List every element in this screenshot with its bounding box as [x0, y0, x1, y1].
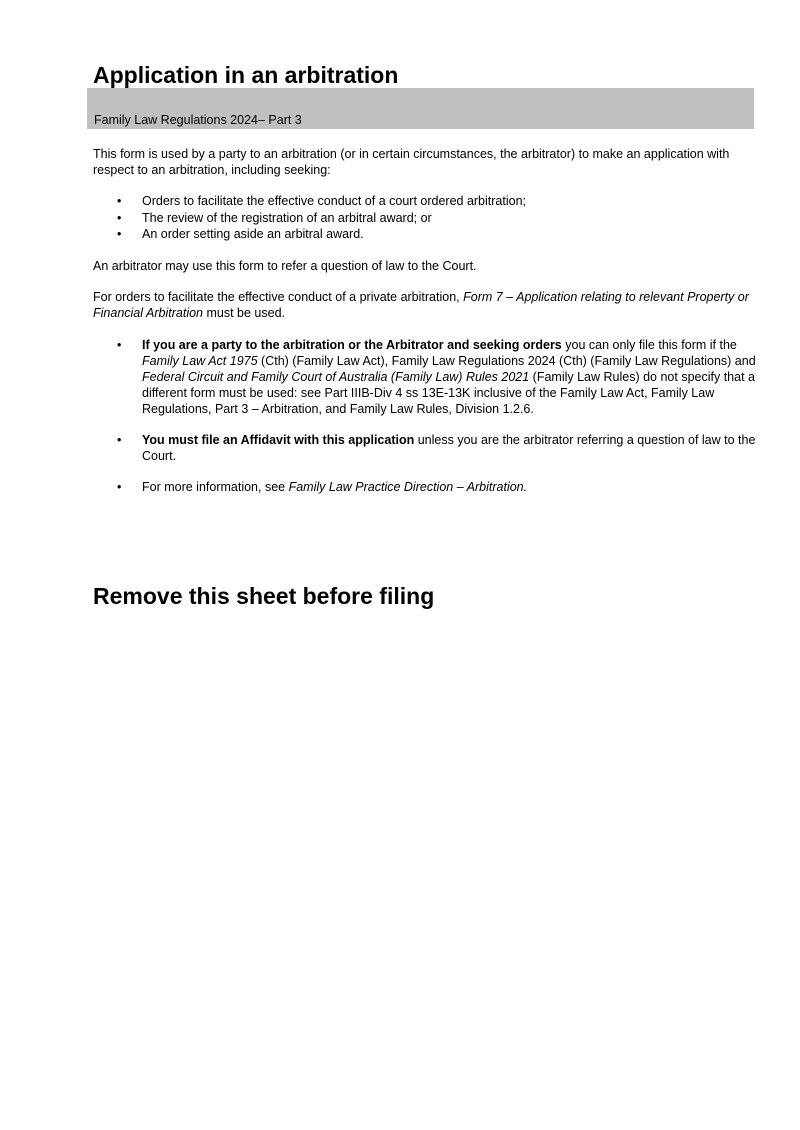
practice-direction-reference: Family Law Practice Direction – Arbitration. [288, 480, 528, 494]
remove-sheet-heading: Remove this sheet before filing [93, 583, 435, 609]
list-item [93, 226, 758, 243]
list-item [93, 432, 758, 464]
more-information-text [142, 480, 527, 494]
private-arbitration-note [93, 289, 758, 321]
party-eligibility-bold: If you are a party to the arbitration or the Arbitrator and seeking orders [142, 338, 562, 352]
family-law-rules-title: Federal Circuit and Family Court of Australia (Family Law) Rules 2021 [142, 370, 530, 384]
affidavit-requirement-tail: unless you are the arbitrator referring a question of law to the Court. [142, 433, 756, 463]
family-law-act-title: Family Law Act 1975 [142, 354, 258, 368]
bullet-icon: • [117, 194, 122, 208]
party-eligibility-part: (Family Law Rules) do not specify that a different form must be used: see Part IIIB-Div 4 ss 13E-13K inclusive of the Family Law Act, Family Law Regulations, Part 3 – Arbitration, and Family Law Rules, Division 1.2.6. [142, 370, 755, 416]
party-eligibility-part: (Cth) (Family Law Act), Family Law Regulations 2024 (Cth) (Family Law Regulations) and [257, 354, 756, 368]
list-item-text: An order setting aside an arbitral award. [142, 227, 364, 241]
bullet-icon: • [117, 210, 122, 225]
list-item [93, 479, 758, 495]
intro-paragraph: This form is used by a party to an arbitration (or in certain circumstances, the arbitrator) to make an application with respect to an arbitration, including seeking: [93, 147, 730, 177]
bullet-icon: • [117, 480, 122, 494]
bullet-icon: • [117, 227, 122, 241]
regulation-band [87, 88, 754, 129]
affidavit-requirement-bold: You must file an Affidavit with this application [142, 433, 415, 447]
page-title: Application in an arbitration [93, 62, 399, 88]
list-item [93, 193, 758, 210]
bullet-icon: • [117, 338, 122, 352]
private-note-lead: For orders to facilitate the effective conduct of a private arbitration, [93, 290, 464, 304]
information-list [93, 337, 758, 495]
party-eligibility-text [142, 338, 756, 416]
party-eligibility-part: you can only file this form if the [561, 338, 737, 352]
list-item [93, 210, 758, 227]
arbitrator-note: An arbitrator may use this form to refer a question of law to the Court. [93, 259, 477, 273]
private-note-tail: must be used. [203, 306, 286, 320]
seeking-list [93, 193, 758, 243]
form-7-reference: Form 7 – Application relating to relevant Property or Financial Arbitration [93, 290, 749, 320]
list-item-text: The review of the registration of an arbitral award; or [142, 210, 432, 225]
list-item-text: Orders to facilitate the effective conduct of a court ordered arbitration; [142, 194, 527, 208]
regulation-reference: Family Law Regulations 2024– Part 3 [94, 113, 302, 127]
bullet-icon: • [117, 433, 122, 447]
more-information-lead: For more information, see [142, 480, 289, 494]
affidavit-requirement-text [142, 433, 755, 463]
list-item [93, 337, 758, 417]
